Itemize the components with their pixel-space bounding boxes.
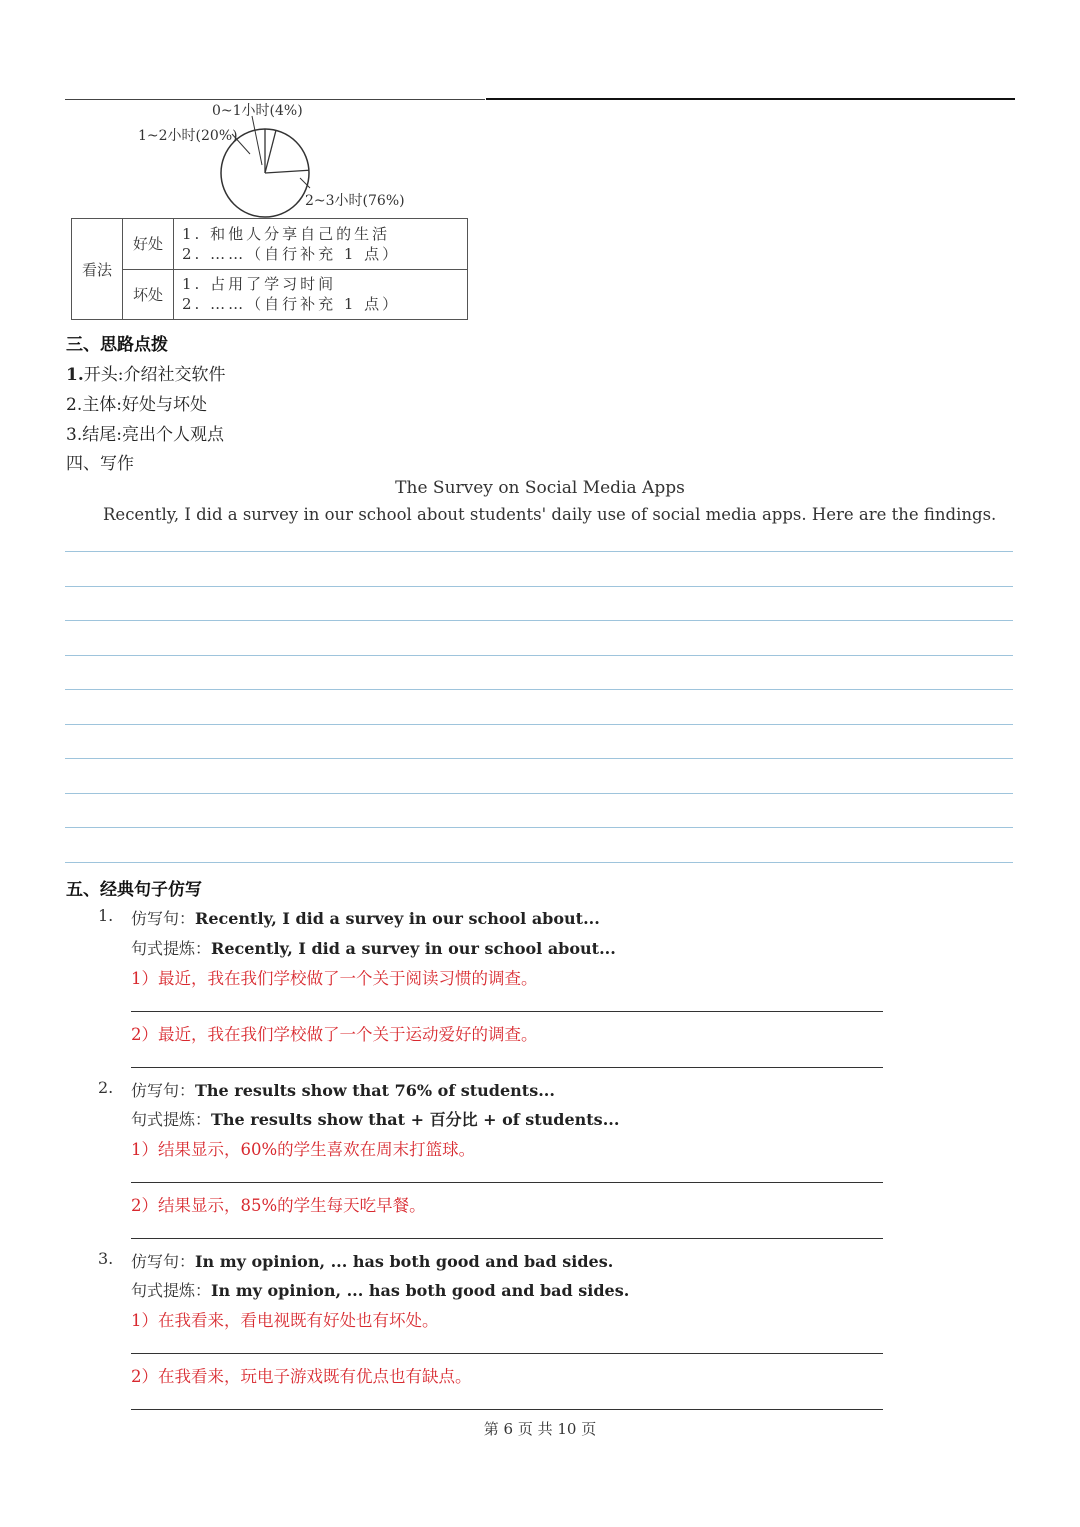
item-2-imitate xyxy=(131,1078,555,1101)
answer-line[interactable] xyxy=(131,1011,883,1012)
writing-line xyxy=(65,862,1013,863)
writing-line xyxy=(65,620,1013,621)
writing-line xyxy=(65,724,1013,725)
writing-line xyxy=(65,827,1013,828)
table-cell-con xyxy=(174,269,468,320)
item-1-pattern xyxy=(131,936,616,959)
con-line-2: 2. ……（自行补充 1 点） xyxy=(182,295,401,314)
item-3-pattern xyxy=(131,1278,629,1301)
item-3-imitate xyxy=(131,1249,613,1272)
item-3-number: 3. xyxy=(98,1249,114,1268)
item-1-task-2: 2）最近，我在我们学校做了一个关于运动爱好的调查。 xyxy=(131,1025,538,1044)
opinion-table xyxy=(71,218,468,320)
table-header: 看法 xyxy=(72,219,123,320)
section-3-item-3 xyxy=(66,420,224,445)
item-3-task-2: 2）在我看来，玩电子游戏既有优点也有缺点。 xyxy=(131,1367,472,1386)
answer-line[interactable] xyxy=(131,1067,883,1068)
imitate-sentence: Recently, I did a survey in our school about... xyxy=(195,909,600,928)
pie-label-1-2: 1~2小时(20%) xyxy=(138,128,238,144)
item-1-task-1: 1）最近，我在我们学校做了一个关于阅读习惯的调查。 xyxy=(131,969,538,988)
writing-line xyxy=(65,586,1013,587)
writing-line xyxy=(65,655,1013,656)
answer-line[interactable] xyxy=(131,1353,883,1354)
pro-line-1: 1. 和他人分享自己的生活 xyxy=(182,224,391,243)
essay-intro: Recently, I did a survey in our school about students' daily use of social media apps. Here are the findings. xyxy=(103,505,997,524)
item-2-pattern xyxy=(131,1107,619,1130)
answer-line[interactable] xyxy=(131,1409,883,1410)
answer-line[interactable] xyxy=(131,1238,883,1239)
item-2-task-2: 2）结果显示，85%的学生每天吃早餐。 xyxy=(131,1196,426,1215)
item-num: 3. xyxy=(66,425,83,445)
pie-label-0-1: 0~1小时(4%) xyxy=(212,103,303,119)
pattern-label: 句式提炼： xyxy=(131,1281,212,1300)
pattern-sentence: The results show that + 百分比 + of students... xyxy=(211,1110,620,1129)
section-5-title: 五、经典句子仿写 xyxy=(66,880,202,900)
imitate-label: 仿写句： xyxy=(131,1081,196,1100)
section-4-title: 四、写作 xyxy=(66,454,134,474)
table-cell-pro xyxy=(174,219,468,270)
header-rule-right xyxy=(486,98,1015,100)
imitate-sentence: In my opinion, ... has both good and bad sides. xyxy=(195,1252,614,1271)
page-footer: 第 6 页 共 10 页 xyxy=(483,1420,597,1438)
section-3-title: 三、思路点拨 xyxy=(66,335,168,355)
writing-line xyxy=(65,793,1013,794)
imitate-label: 仿写句： xyxy=(131,1252,196,1271)
item-1-number: 1. xyxy=(98,906,114,925)
pattern-label: 句式提炼： xyxy=(131,1110,212,1129)
table-row-label-con: 坏处 xyxy=(123,269,174,320)
item-text: 结尾:亮出个人观点 xyxy=(82,425,224,445)
imitate-label: 仿写句： xyxy=(131,909,196,928)
pattern-label: 句式提炼： xyxy=(131,939,212,958)
pattern-sentence: In my opinion, ... has both good and bad sides. xyxy=(211,1281,630,1300)
writing-line xyxy=(65,689,1013,690)
item-text: 开头:介绍社交软件 xyxy=(83,365,226,385)
item-2-task-1: 1）结果显示，60%的学生喜欢在周末打篮球。 xyxy=(131,1140,476,1159)
item-num: 1. xyxy=(66,365,84,385)
imitate-sentence: The results show that 76% of students... xyxy=(195,1081,555,1100)
essay-title: The Survey on Social Media Apps xyxy=(395,478,685,498)
writing-line xyxy=(65,758,1013,759)
item-2-number: 2. xyxy=(98,1078,114,1097)
answer-line[interactable] xyxy=(131,1182,883,1183)
item-num: 2. xyxy=(66,395,83,415)
item-text: 主体:好处与坏处 xyxy=(82,395,207,415)
item-1-imitate xyxy=(131,906,600,929)
con-line-1: 1. 占用了学习时间 xyxy=(182,275,337,294)
writing-line xyxy=(65,551,1013,552)
section-3-item-2 xyxy=(66,390,207,415)
table-row-label-pro: 好处 xyxy=(123,219,174,270)
section-3-item-1 xyxy=(66,360,225,385)
pro-line-2: 2. ……（自行补充 1 点） xyxy=(182,244,401,263)
pattern-sentence: Recently, I did a survey in our school about... xyxy=(211,939,616,958)
pie-label-2-3: 2~3小时(76%) xyxy=(305,193,405,209)
item-3-task-1: 1）在我看来，看电视既有好处也有坏处。 xyxy=(131,1311,439,1330)
